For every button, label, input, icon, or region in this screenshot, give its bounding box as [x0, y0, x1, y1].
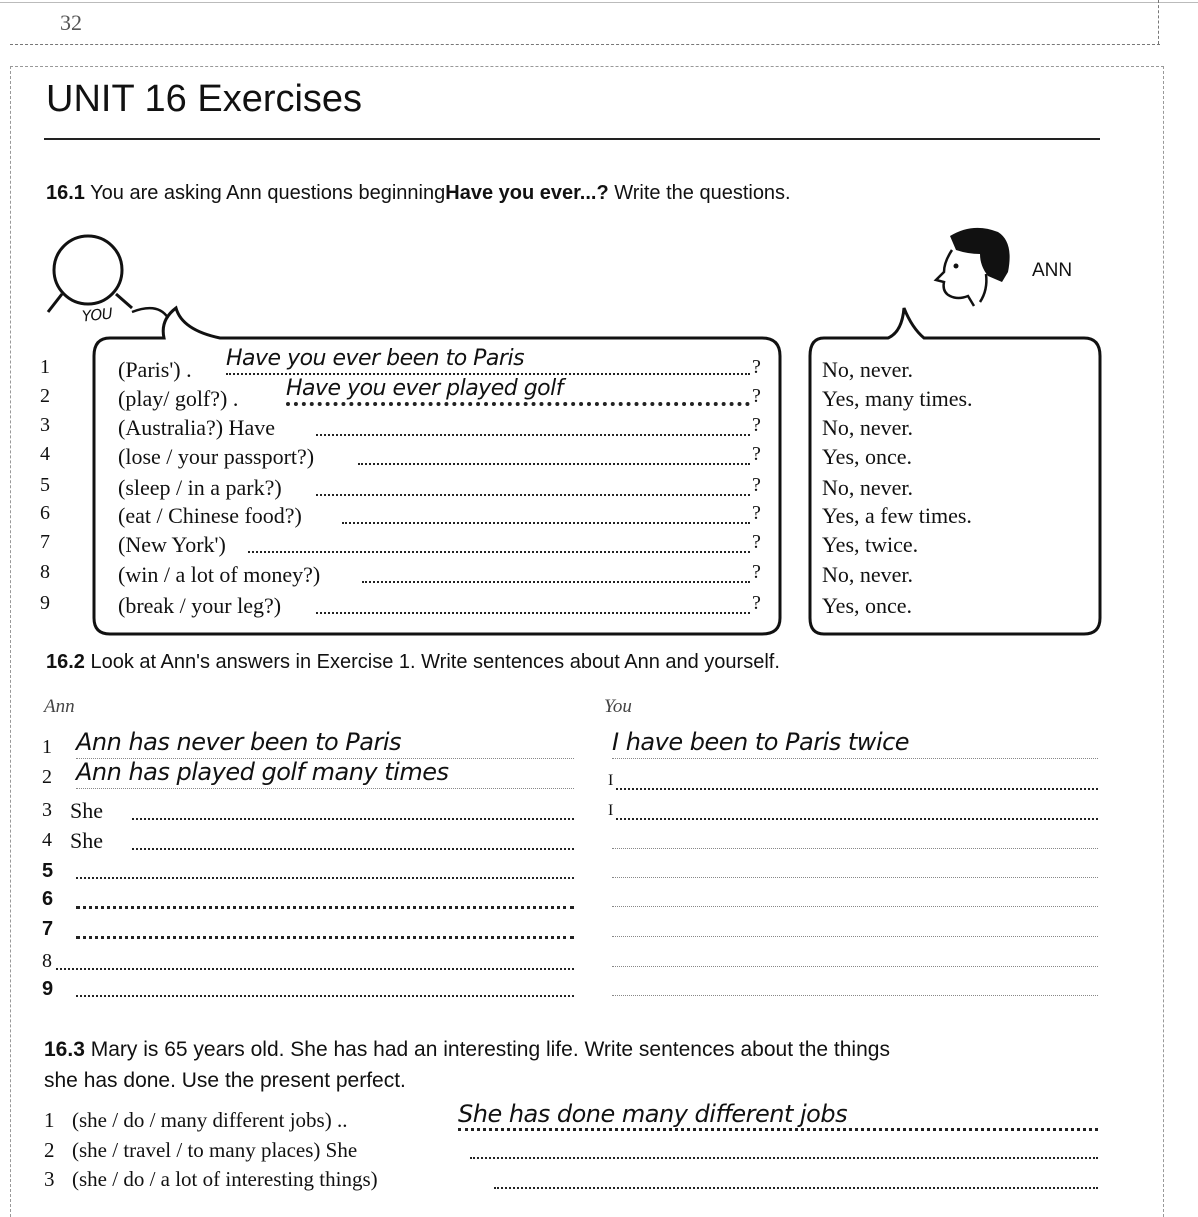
title-rule — [44, 138, 1100, 140]
ex3-row-handwritten: She has done many different jobs — [458, 1100, 848, 1128]
ex2-row-handwritten: Ann has played golf many times — [76, 758, 449, 786]
ex1-row-answer-line[interactable] — [358, 463, 750, 465]
ex1-row-prompt: (break / your leg?) — [118, 593, 282, 618]
ex3-row-prompt: (she / do / a lot of interesting things) — [72, 1167, 378, 1191]
ex2-row-number: 6 — [42, 888, 54, 910]
ex2-row-line[interactable] — [76, 995, 574, 997]
ex1-row-answer-line[interactable] — [226, 373, 750, 375]
ex3-instr-line1: Mary is 65 years old. She has had an interesting life. Write sentences about the things — [90, 1038, 890, 1061]
ex2-row-line[interactable] — [132, 848, 574, 850]
ex3-instruction — [44, 1034, 890, 1096]
ex1-row-qmark: ? — [752, 561, 761, 583]
ex2-row-number: 1 — [42, 736, 52, 758]
ex1-row-number: 4 — [40, 443, 50, 465]
ex2-you-line[interactable] — [616, 818, 1098, 820]
header-dashed-line — [10, 44, 1160, 45]
ex3-row-prompt: (she / do / many different jobs) .. — [72, 1108, 348, 1132]
ex1-row-answer-line[interactable] — [362, 581, 750, 583]
ex1-instr-bold: Have you ever...? — [445, 182, 609, 204]
ex1-row-handwritten: Have you ever played golf — [286, 376, 563, 401]
ex1-row-qmark: ? — [752, 443, 761, 465]
ex1-row-reply: No, never. — [822, 562, 914, 587]
ex3-row-line[interactable] — [494, 1187, 1098, 1189]
ex3-row-number: 2 — [44, 1138, 55, 1162]
ex1-row-prompt: (Paris') . — [118, 357, 192, 382]
ex2-row-number: 8 — [42, 950, 52, 972]
ex1-row-reply: No, never. — [822, 357, 914, 382]
ex1-number: 16.1 — [46, 182, 85, 204]
ex3-row-prompt: (she / travel / to many places) She — [72, 1138, 358, 1162]
ex2-row-line[interactable] — [76, 936, 574, 939]
ex1-row-prompt: (lose / your passport?) — [118, 444, 315, 469]
ex1-row-handwritten: Have you ever been to Paris — [226, 346, 525, 371]
ex3-instr-line2: she has done. Use the present perfect. — [44, 1069, 406, 1092]
ex2-row-number: 9 — [42, 978, 54, 1000]
ex1-row-reply: Yes, a few times. — [822, 503, 972, 528]
ex3-number: 16.3 — [44, 1038, 85, 1061]
ex2-you-line[interactable] — [612, 758, 1098, 759]
ex1-row-number: 1 — [40, 356, 50, 378]
ex1-instr-after: Write the questions. — [608, 182, 791, 204]
ex1-row-prompt: (eat / Chinese food?) — [118, 503, 302, 528]
ex2-you-line[interactable] — [612, 936, 1098, 937]
ex2-row-number: 4 — [42, 829, 52, 851]
ex1-row-qmark: ? — [752, 356, 761, 378]
unit-title: UNIT 16 Exercises — [46, 78, 363, 120]
ex2-you-line[interactable] — [612, 848, 1098, 849]
ann-speech-bubble — [806, 300, 1106, 640]
ex2-row-line[interactable] — [56, 968, 574, 970]
ex2-row-number: 5 — [42, 860, 54, 882]
ex1-row-prompt: (Australia?) Have — [118, 415, 275, 440]
ex3-row-number: 1 — [44, 1108, 55, 1132]
ex1-instr-before: You are asking Ann questions beginning — [90, 182, 446, 204]
ex1-row-prompt: (sleep / in a park?) — [118, 475, 282, 500]
ex1-row-prompt: (win / a lot of money?) — [118, 562, 321, 587]
ex2-instruction — [46, 651, 780, 674]
ex2-you-line[interactable] — [612, 877, 1098, 878]
ex1-row-qmark: ? — [752, 414, 761, 436]
ex1-row-number: 7 — [40, 531, 50, 553]
ex1-instruction — [46, 182, 791, 205]
ex2-row-line[interactable] — [76, 788, 574, 789]
header-corner-mark — [1158, 0, 1159, 44]
page-top-rule — [0, 2, 1198, 3]
ex1-row-answer-line[interactable] — [286, 402, 750, 406]
ex2-row-line[interactable] — [76, 906, 574, 909]
ex1-row-reply: Yes, many times. — [822, 386, 973, 411]
ex1-row-number: 9 — [40, 592, 50, 614]
ex1-row-qmark: ? — [752, 531, 761, 553]
ex2-row-prefix: She — [70, 828, 103, 853]
ex1-row-reply: Yes, twice. — [822, 532, 919, 557]
ex2-row-line[interactable] — [76, 877, 574, 879]
ex1-row-qmark: ? — [752, 474, 761, 496]
ex2-you-line[interactable] — [612, 966, 1098, 967]
ex2-row-handwritten: Ann has never been to Paris — [76, 728, 402, 756]
ex3-row-line[interactable] — [458, 1128, 1098, 1131]
ex1-row-answer-line[interactable] — [316, 494, 750, 496]
ex1-row-answer-line[interactable] — [316, 434, 750, 436]
ex1-row-answer-line[interactable] — [342, 522, 750, 524]
ex2-you-prefix: I — [608, 802, 614, 819]
ex2-row-line[interactable] — [132, 818, 574, 820]
ann-label: ANN — [1032, 260, 1073, 281]
ex1-row-answer-line[interactable] — [316, 612, 750, 614]
ex2-you-line[interactable] — [616, 788, 1098, 790]
ex3-row-line[interactable] — [470, 1157, 1098, 1159]
ex1-row-number: 2 — [40, 385, 50, 407]
ex2-col-ann: Ann — [44, 696, 75, 717]
ex1-row-reply: No, never. — [822, 415, 914, 440]
ex2-row-number: 2 — [42, 766, 52, 788]
ex1-row-number: 8 — [40, 561, 50, 583]
ex1-row-number: 3 — [40, 414, 50, 436]
ex1-row-prompt: (play/ golf?) . — [118, 386, 239, 411]
ex2-col-you: You — [604, 696, 632, 717]
ex1-row-number: 6 — [40, 502, 50, 524]
ex1-row-reply: Yes, once. — [822, 444, 913, 469]
ex1-row-reply: No, never. — [822, 475, 914, 500]
ex1-row-qmark: ? — [752, 502, 761, 524]
ex2-row-number: 7 — [42, 918, 54, 940]
ex2-you-line[interactable] — [612, 995, 1098, 996]
ex1-row-number: 5 — [40, 474, 50, 496]
ex3-row-number: 3 — [44, 1167, 55, 1191]
ex1-row-answer-line[interactable] — [248, 551, 750, 553]
ex2-you-line[interactable] — [612, 906, 1098, 907]
ex2-number: 16.2 — [46, 651, 85, 673]
ex2-you-handwritten: I have been to Paris twice — [612, 728, 910, 756]
ex1-row-qmark: ? — [752, 592, 761, 614]
ex2-you-prefix: I — [608, 772, 614, 789]
ex2-instr-text: Look at Ann's answers in Exercise 1. Write sentences about Ann and yourself. — [90, 651, 780, 673]
ex2-row-prefix: She — [70, 798, 103, 823]
ex1-row-prompt: (New York') — [118, 532, 226, 557]
page-number: 32 — [60, 10, 82, 35]
ex1-row-reply: Yes, once. — [822, 593, 913, 618]
ex2-row-number: 3 — [42, 799, 52, 821]
ex1-row-qmark: ? — [752, 385, 761, 407]
you-label: YOU — [81, 304, 114, 326]
